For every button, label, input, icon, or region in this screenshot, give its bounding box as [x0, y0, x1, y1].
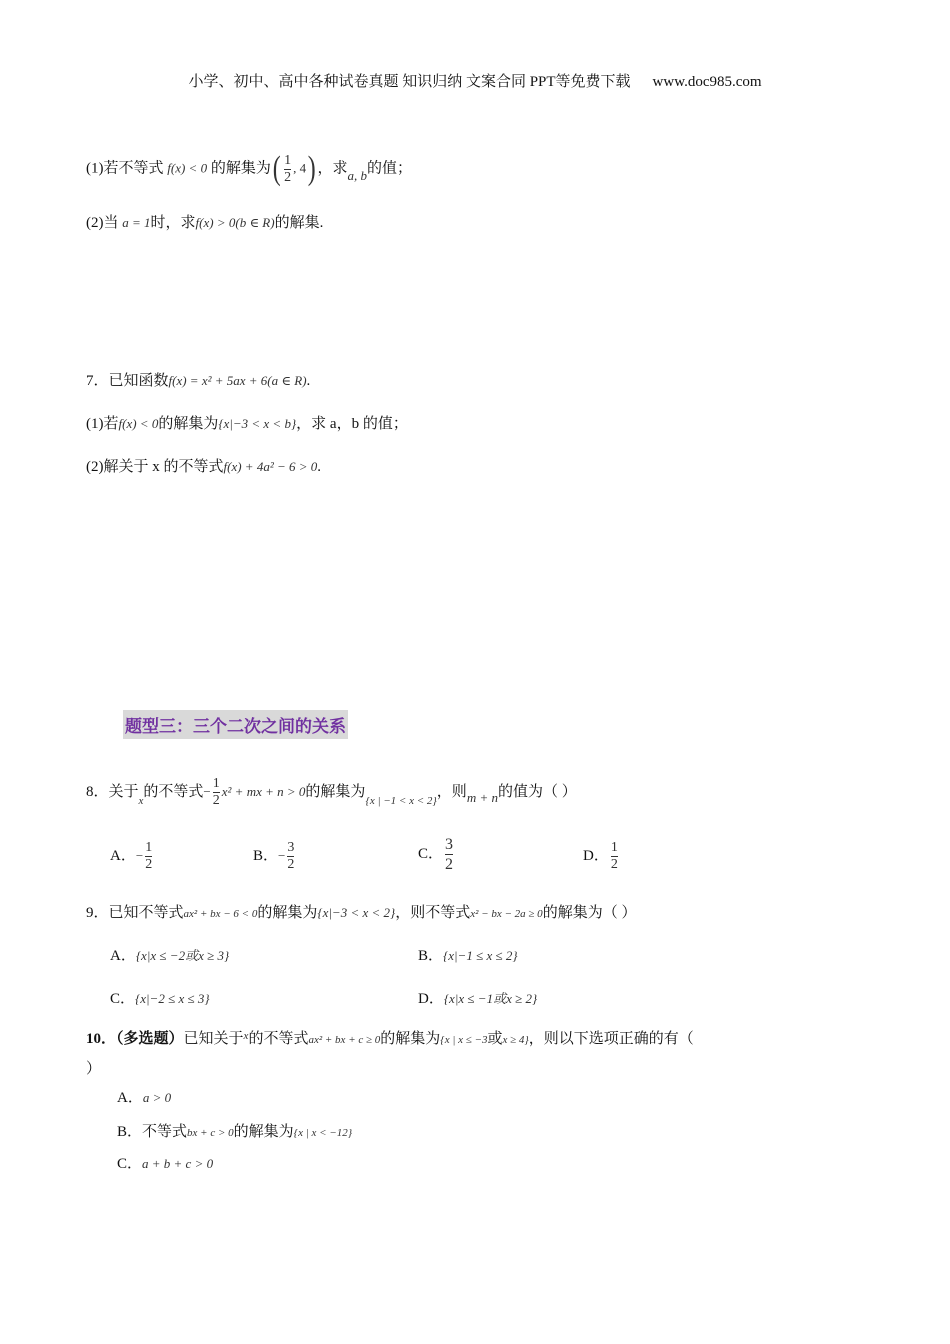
q8-option-a-sign: − [135, 847, 144, 863]
q9-stem [86, 901, 636, 922]
q8-neg: − [203, 783, 211, 799]
q8-set: {x | −1 < x < 2} [365, 794, 437, 807]
q9-text3: ，则不等式 [395, 905, 471, 921]
q9-option-d-value: {x|x ≤ −1或x ≥ 2} [443, 991, 538, 1006]
q7-p1-set: {x|−3 < x < b} [218, 416, 297, 431]
q10-stem [86, 1027, 694, 1048]
q10-text: 已知关于 [183, 1031, 244, 1047]
q7-p1-text2: 的解集为 [158, 416, 219, 432]
q7-stem-end: . [306, 373, 311, 389]
q9-option-d[interactable] [418, 987, 537, 1008]
q8-option-d[interactable] [583, 840, 620, 873]
q9-option-d-label: D． [418, 991, 444, 1007]
q10-set-a: {x | x ≤ −3 [440, 1034, 488, 1046]
close-paren: ) [307, 150, 316, 187]
q9-text2: 的解集为 [257, 905, 318, 921]
q8-option-a-label: A． [110, 847, 136, 864]
header-text: 小学、初中、高中各种试卷真题 知识归纳 文案合同 PPT等免费下载 [188, 74, 631, 90]
q10-option-a-value: a > 0 [142, 1090, 172, 1105]
q6-interval-rest: , 4 [293, 160, 307, 176]
q10-option-a-label: A． [117, 1090, 143, 1106]
q6-p1-text: (1)若不等式 [86, 160, 164, 177]
q10-text4: ，则以下选项正确的有（ [528, 1031, 694, 1047]
q9-option-b[interactable] [418, 944, 518, 965]
q6-part2 [86, 211, 323, 232]
q8-text2: 的不等式 [143, 783, 204, 800]
q8-option-d-frac: $\frac{1}{2}$ [610, 840, 618, 872]
q7-stem [86, 369, 310, 390]
q8-text: 8．关于 [86, 783, 139, 800]
q6-p1-text2: 的解集为 [210, 160, 271, 177]
q8-option-b[interactable] [253, 840, 296, 873]
open-paren: ( [272, 150, 281, 187]
q10-option-c[interactable] [117, 1152, 213, 1173]
q9-option-c-label: C． [110, 991, 136, 1007]
q10-option-c-value: a + b + c > 0 [142, 1156, 214, 1171]
q8-option-a[interactable] [110, 840, 154, 873]
q10-or: 或 [487, 1031, 503, 1047]
q7-p1-text3: ，求 a，b 的值； [296, 416, 408, 432]
q7-stem-expr: f(x) = x² + 5ax + 6(a ∈ R) [168, 373, 307, 388]
q10-expr: ax² + bx + c ≥ 0 [308, 1034, 381, 1046]
q8-option-b-sign: − [278, 847, 286, 863]
q9-expr1: ax² + bx − 6 < 0 [183, 908, 258, 920]
q9-option-c-value: {x|−2 ≤ x ≤ 3} [135, 991, 210, 1006]
q7-stem-text: 7．已知函数 [86, 373, 169, 389]
q10-tag: （多选题） [116, 1031, 184, 1047]
q10-number: 10． [86, 1031, 117, 1047]
q8-text5: 的值为（ ） [497, 783, 577, 800]
q6-p2-text3: 的解集. [274, 215, 324, 231]
q10-option-a[interactable] [117, 1086, 171, 1107]
q10-option-b-set: {x | x < −12} [293, 1127, 353, 1139]
q8-text3: 的解集为 [305, 783, 366, 800]
q7-p2-expr: f(x) + 4a² − 6 > 0 [223, 459, 318, 474]
q10-option-b-expr: bx + c > 0 [187, 1127, 234, 1139]
q7-part2 [86, 455, 321, 476]
q10-option-b-text: 不等式 [142, 1124, 188, 1140]
q9-option-c[interactable] [110, 987, 210, 1008]
q9-option-a-label: A． [110, 948, 136, 964]
q10-stem-tail: ） [86, 1061, 102, 1077]
q6-interval-frac: $\frac{1}{2}$ [284, 152, 292, 185]
q10-option-c-label: C． [117, 1156, 143, 1172]
q8-option-d-label: D． [583, 847, 609, 864]
q6-p1-text3: ，求 [317, 160, 348, 177]
q8-frac: $\frac{1}{2}$ [212, 776, 220, 808]
q7-p1-expr: f(x) < 0 [118, 416, 159, 431]
q7-p2-end: . [317, 459, 322, 475]
q10-option-b[interactable] [117, 1120, 352, 1141]
q10-set-b: x ≥ 4} [502, 1034, 529, 1046]
q9-text4: 的解集为（ ） [542, 905, 637, 921]
q10-var: x [243, 1030, 249, 1042]
q8-target: m + n [466, 789, 498, 805]
q8-option-b-frac: $\frac{3}{2}$ [287, 840, 295, 872]
q8-stem [86, 776, 577, 809]
q8-text4: ，则 [436, 783, 467, 800]
q6-part1 [86, 150, 412, 188]
q7-p1-text: (1)若 [86, 416, 119, 432]
q9-option-b-value: {x|−1 ≤ x ≤ 2} [443, 948, 518, 963]
q8-var: x [138, 794, 144, 807]
q6-p2-text2: 时，求 [150, 215, 196, 231]
q9-option-a[interactable] [110, 944, 229, 965]
q6-p1-vars: a, b [347, 168, 367, 184]
q9-expr2: x² − bx − 2a ≥ 0 [470, 908, 543, 920]
q9-option-a-value: {x|x ≤ −2或x ≥ 3} [135, 948, 230, 963]
q9-set: {x|−3 < x < 2} [317, 905, 396, 920]
q8-option-c-label: C． [418, 845, 444, 862]
q7-part1 [86, 412, 408, 433]
q10-text3: 的解集为 [380, 1031, 441, 1047]
q6-p2-expr: f(x) > 0(b ∈ R) [195, 215, 275, 230]
q8-option-c[interactable] [418, 835, 455, 874]
q9-option-b-label: B． [418, 948, 444, 964]
q8-option-c-frac: $\frac{3}{2}$ [445, 836, 454, 873]
q6-p2-text: (2)当 [86, 215, 119, 231]
header-site-link[interactable]: www.doc985.com [652, 74, 762, 90]
q8-option-b-label: B． [253, 847, 279, 864]
q6-p1-expr: f(x) < 0 [167, 160, 208, 176]
q7-p2-text: (2)解关于 x 的不等式 [86, 459, 224, 475]
q8-option-a-frac: $\frac{1}{2}$ [145, 840, 153, 872]
q10-text2: 的不等式 [248, 1031, 309, 1047]
page-header [0, 70, 950, 91]
q8-expr: x² + mx + n > 0 [221, 783, 306, 799]
q10-option-b-text2: 的解集为 [233, 1124, 294, 1140]
q6-p1-text4: 的值； [367, 160, 413, 177]
q10-option-b-label: B． [117, 1124, 143, 1140]
q9-text: 9．已知不等式 [86, 905, 184, 921]
q6-p2-cond: a = 1 [122, 215, 151, 230]
section-title: 题型三：三个二次之间的关系 [123, 710, 348, 739]
